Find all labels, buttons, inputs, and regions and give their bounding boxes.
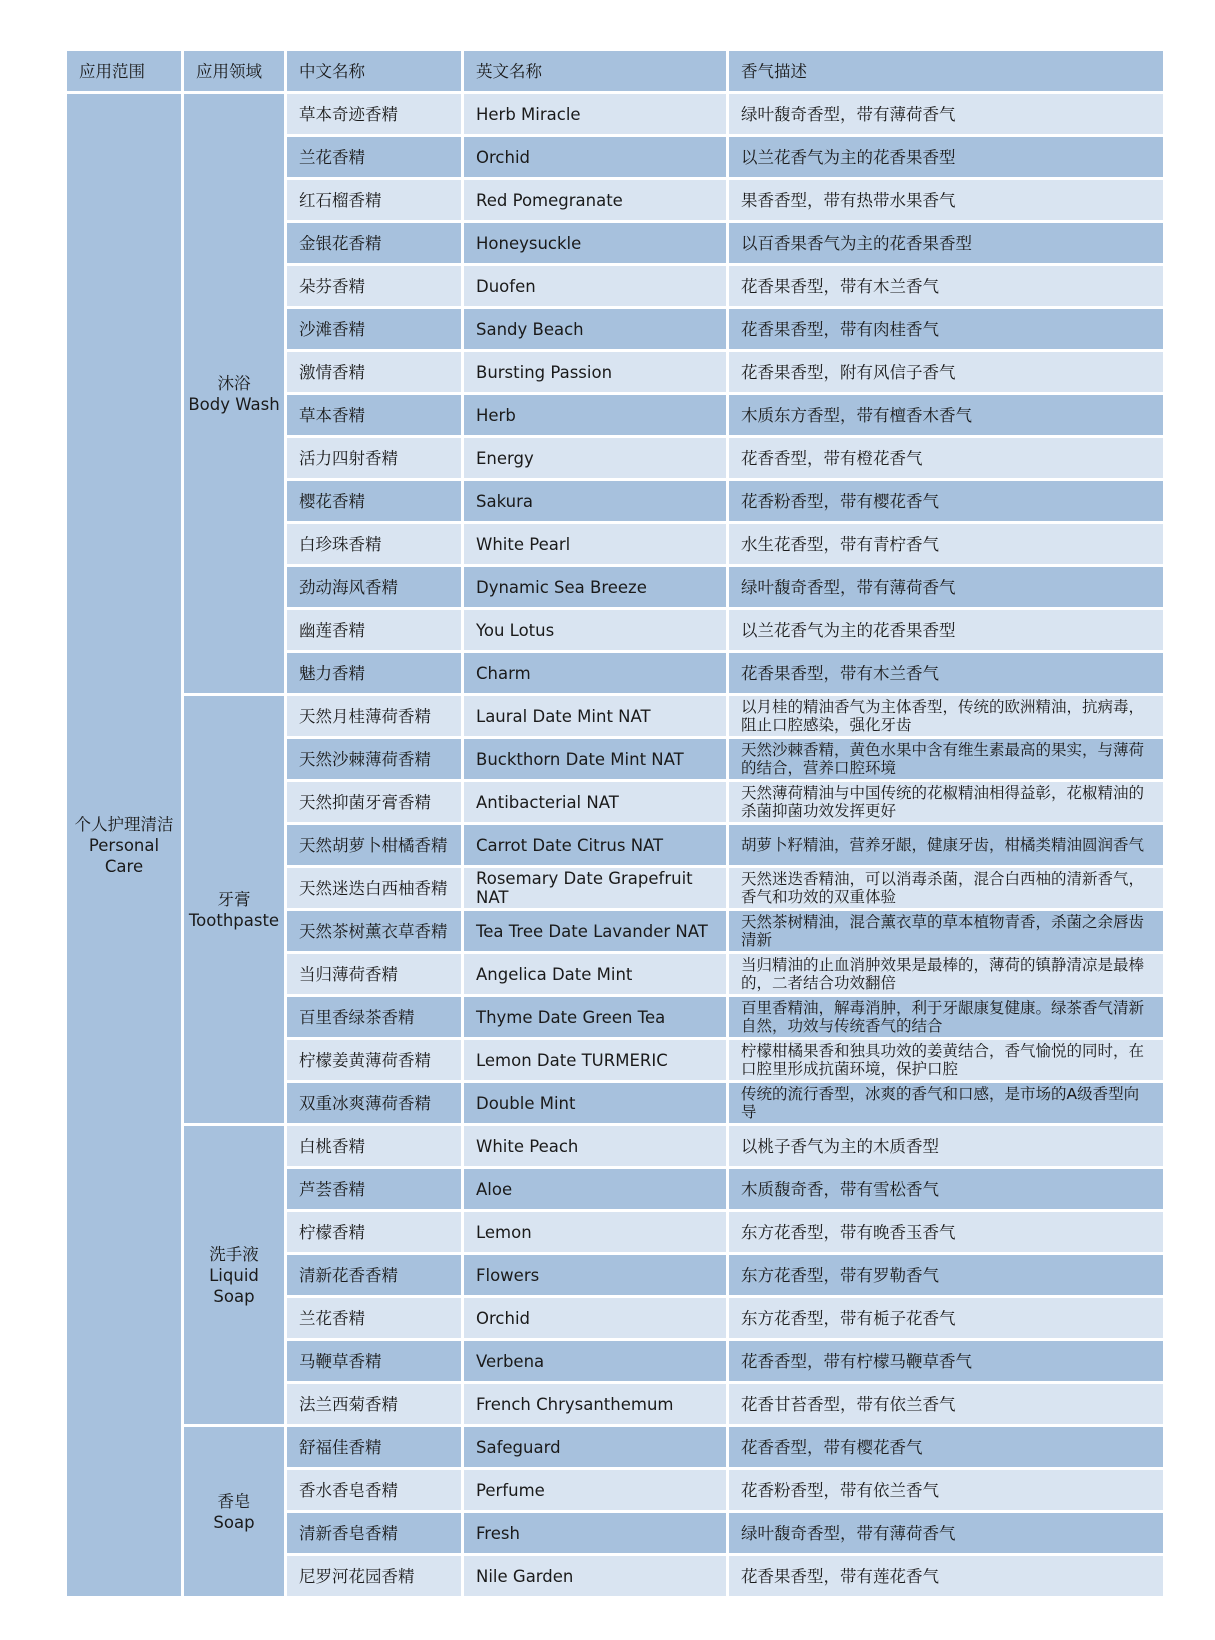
description-cell: 花香香型，带有柠檬马鞭草香气 <box>729 1341 1163 1381</box>
cn-name-cell: 金银花香精 <box>287 223 461 263</box>
cn-name-cell: 活力四射香精 <box>287 438 461 478</box>
field-cn: 香皂 <box>217 1491 251 1511</box>
en-name-cell: Charm <box>464 653 726 693</box>
description-cell: 以百香果香气为主的花香果香型 <box>729 223 1163 263</box>
description-cell: 花香粉香型，带有樱花香气 <box>729 481 1163 521</box>
cn-name-cell: 魅力香精 <box>287 653 461 693</box>
en-name-cell: Herb <box>464 395 726 435</box>
cn-name-cell: 柠檬香精 <box>287 1212 461 1252</box>
cn-name-cell: 兰花香精 <box>287 137 461 177</box>
cn-name-cell: 天然月桂薄荷香精 <box>287 696 461 736</box>
en-name-cell: Sakura <box>464 481 726 521</box>
cn-name-cell: 马鞭草香精 <box>287 1341 461 1381</box>
en-name-cell: Herb Miracle <box>464 94 726 134</box>
table-row <box>67 1126 1163 1166</box>
en-name-cell: Dynamic Sea Breeze <box>464 567 726 607</box>
description-cell: 花香果香型，带有木兰香气 <box>729 266 1163 306</box>
field-cell <box>184 1126 284 1424</box>
cn-name-cell: 香水香皂香精 <box>287 1470 461 1510</box>
description-cell: 胡萝卜籽精油，营养牙龈，健康牙齿，柑橘类精油圆润香气 <box>729 825 1163 865</box>
header-scope: 应用范围 <box>67 51 181 91</box>
description-cell: 水生花香型，带有青柠香气 <box>729 524 1163 564</box>
en-name-cell: Orchid <box>464 1298 726 1338</box>
description-cell: 绿叶馥奇香型，带有薄荷香气 <box>729 567 1163 607</box>
en-name-cell: Red Pomegranate <box>464 180 726 220</box>
description-cell: 花香果香型，带有肉桂香气 <box>729 309 1163 349</box>
en-name-cell: French Chrysanthemum <box>464 1384 726 1424</box>
cn-name-cell: 尼罗河花园香精 <box>287 1556 461 1596</box>
cn-name-cell: 柠檬姜黄薄荷香精 <box>287 1040 461 1080</box>
description-cell: 果香香型，带有热带水果香气 <box>729 180 1163 220</box>
cn-name-cell: 兰花香精 <box>287 1298 461 1338</box>
description-cell: 天然迷迭香精油，可以消毒杀菌，混合白西柚的清新香气，香气和功效的双重体验 <box>729 868 1163 908</box>
table-body <box>67 94 1163 1596</box>
header-row <box>67 51 1163 91</box>
field-en: Body Wash <box>188 394 280 414</box>
description-cell: 以兰花香气为主的花香果香型 <box>729 137 1163 177</box>
description-cell: 花香粉香型，带有依兰香气 <box>729 1470 1163 1510</box>
description-cell: 花香香型，带有橙花香气 <box>729 438 1163 478</box>
en-name-cell: Sandy Beach <box>464 309 726 349</box>
en-name-cell: Orchid <box>464 137 726 177</box>
description-cell: 花香果香型，带有木兰香气 <box>729 653 1163 693</box>
table-row <box>67 696 1163 736</box>
description-cell: 传统的流行香型，冰爽的香气和口感，是市场的A级香型向导 <box>729 1083 1163 1123</box>
field-cn: 牙膏 <box>217 889 251 909</box>
en-name-cell: Tea Tree Date Lavander NAT <box>464 911 726 951</box>
description-cell: 天然沙棘香精，黄色水果中含有维生素最高的果实，与薄荷的结合，营养口腔环境 <box>729 739 1163 779</box>
description-cell: 绿叶馥奇香型，带有薄荷香气 <box>729 1513 1163 1553</box>
scope-cn: 个人护理清洁 <box>74 814 174 834</box>
en-name-cell: Antibacterial NAT <box>464 782 726 822</box>
en-name-cell: You Lotus <box>464 610 726 650</box>
cn-name-cell: 草本香精 <box>287 395 461 435</box>
cn-name-cell: 天然胡萝卜柑橘香精 <box>287 825 461 865</box>
en-name-cell: Fresh <box>464 1513 726 1553</box>
description-cell: 木质东方香型，带有檀香木香气 <box>729 395 1163 435</box>
en-name-cell: Lemon Date TURMERIC <box>464 1040 726 1080</box>
description-cell: 花香果香型，带有莲花香气 <box>729 1556 1163 1596</box>
en-name-cell: Energy <box>464 438 726 478</box>
cn-name-cell: 清新香皂香精 <box>287 1513 461 1553</box>
field-cell <box>184 94 284 693</box>
field-en: Soap <box>213 1512 255 1532</box>
description-cell: 以兰花香气为主的花香果香型 <box>729 610 1163 650</box>
en-name-cell: Nile Garden <box>464 1556 726 1596</box>
en-name-cell: Verbena <box>464 1341 726 1381</box>
en-name-cell: Aloe <box>464 1169 726 1209</box>
en-name-cell: Angelica Date Mint <box>464 954 726 994</box>
description-cell: 花香甘苔香型，带有依兰香气 <box>729 1384 1163 1424</box>
cn-name-cell: 红石榴香精 <box>287 180 461 220</box>
cn-name-cell: 百里香绿茶香精 <box>287 997 461 1037</box>
cn-name-cell: 幽莲香精 <box>287 610 461 650</box>
description-cell: 天然茶树精油，混合薰衣草的草本植物青香，杀菌之余唇齿清新 <box>729 911 1163 951</box>
description-cell: 木质馥奇香，带有雪松香气 <box>729 1169 1163 1209</box>
cn-name-cell: 白珍珠香精 <box>287 524 461 564</box>
header-description: 香气描述 <box>729 51 1163 91</box>
cn-name-cell: 樱花香精 <box>287 481 461 521</box>
header-en-name: 英文名称 <box>464 51 726 91</box>
scope-cell <box>67 94 181 1596</box>
field-cell <box>184 1427 284 1596</box>
en-name-cell: Honeysuckle <box>464 223 726 263</box>
cn-name-cell: 草本奇迹香精 <box>287 94 461 134</box>
cn-name-cell: 双重冰爽薄荷香精 <box>287 1083 461 1123</box>
description-cell: 东方花香型，带有罗勒香气 <box>729 1255 1163 1295</box>
scope-en: Personal Care <box>88 835 160 876</box>
cn-name-cell: 白桃香精 <box>287 1126 461 1166</box>
description-cell: 以桃子香气为主的木质香型 <box>729 1126 1163 1166</box>
table-row <box>67 1427 1163 1467</box>
cn-name-cell: 法兰西菊香精 <box>287 1384 461 1424</box>
en-name-cell: White Peach <box>464 1126 726 1166</box>
cn-name-cell: 朵芬香精 <box>287 266 461 306</box>
cn-name-cell: 当归薄荷香精 <box>287 954 461 994</box>
description-cell: 绿叶馥奇香型，带有薄荷香气 <box>729 94 1163 134</box>
description-cell: 东方花香型，带有晚香玉香气 <box>729 1212 1163 1252</box>
cn-name-cell: 沙滩香精 <box>287 309 461 349</box>
header-cn-name: 中文名称 <box>287 51 461 91</box>
cn-name-cell: 天然迷迭白西柚香精 <box>287 868 461 908</box>
en-name-cell: Double Mint <box>464 1083 726 1123</box>
en-name-cell: Duofen <box>464 266 726 306</box>
cn-name-cell: 芦荟香精 <box>287 1169 461 1209</box>
cn-name-cell: 天然沙棘薄荷香精 <box>287 739 461 779</box>
en-name-cell: Thyme Date Green Tea <box>464 997 726 1037</box>
cn-name-cell: 激情香精 <box>287 352 461 392</box>
description-cell: 东方花香型，带有栀子花香气 <box>729 1298 1163 1338</box>
fragrance-table <box>64 48 1166 1599</box>
description-cell: 百里香精油，解毒消肿，利于牙龈康复健康。绿茶香气清新自然，功效与传统香气的结合 <box>729 997 1163 1037</box>
cn-name-cell: 天然茶树薰衣草香精 <box>287 911 461 951</box>
header-field: 应用领域 <box>184 51 284 91</box>
field-en: Liquid Soap <box>209 1265 259 1306</box>
description-cell: 柠檬柑橘果香和独具功效的姜黄结合，香气愉悦的同时，在口腔里形成抗菌环境，保护口腔 <box>729 1040 1163 1080</box>
en-name-cell: White Pearl <box>464 524 726 564</box>
table-row <box>67 94 1163 134</box>
cn-name-cell: 舒福佳香精 <box>287 1427 461 1467</box>
description-cell: 天然薄荷精油与中国传统的花椒精油相得益彰，花椒精油的杀菌抑菌功效发挥更好 <box>729 782 1163 822</box>
description-cell: 花香果香型，附有风信子香气 <box>729 352 1163 392</box>
field-en: Toothpaste <box>188 910 280 930</box>
en-name-cell: Carrot Date Citrus NAT <box>464 825 726 865</box>
en-name-cell: Lemon <box>464 1212 726 1252</box>
en-name-cell: Laural Date Mint NAT <box>464 696 726 736</box>
en-name-cell: Bursting Passion <box>464 352 726 392</box>
cn-name-cell: 劲动海风香精 <box>287 567 461 607</box>
en-name-cell: Perfume <box>464 1470 726 1510</box>
en-name-cell: Buckthorn Date Mint NAT <box>464 739 726 779</box>
en-name-cell: Rosemary Date Grapefruit NAT <box>464 868 726 908</box>
cn-name-cell: 清新花香香精 <box>287 1255 461 1295</box>
field-cn: 沐浴 <box>217 373 251 393</box>
description-cell: 以月桂的精油香气为主体香型，传统的欧洲精油，抗病毒，阻止口腔感染，强化牙齿 <box>729 696 1163 736</box>
field-cell <box>184 696 284 1123</box>
description-cell: 花香香型，带有樱花香气 <box>729 1427 1163 1467</box>
description-cell: 当归精油的止血消肿效果是最棒的，薄荷的镇静清凉是最棒的，二者结合功效翻倍 <box>729 954 1163 994</box>
en-name-cell: Safeguard <box>464 1427 726 1467</box>
en-name-cell: Flowers <box>464 1255 726 1295</box>
cn-name-cell: 天然抑菌牙膏香精 <box>287 782 461 822</box>
field-cn: 洗手液 <box>209 1244 259 1264</box>
